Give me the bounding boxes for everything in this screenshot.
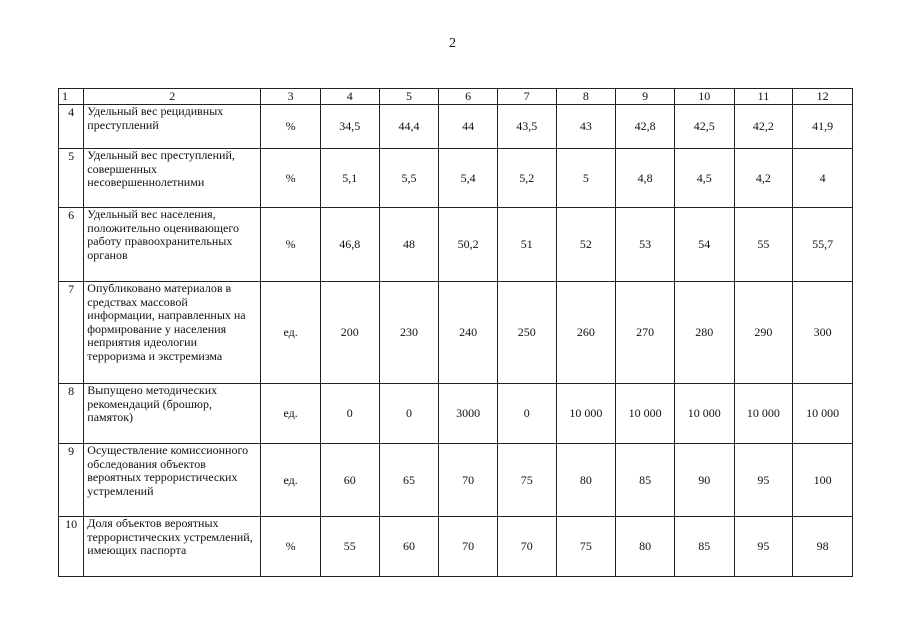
unit-cell: ед. — [261, 282, 321, 384]
value-cell: 55,7 — [793, 208, 853, 282]
value-cell: 250 — [497, 282, 556, 384]
row-number: 9 — [59, 444, 84, 517]
value-cell: 44 — [439, 105, 498, 149]
value-cell: 240 — [439, 282, 498, 384]
page-number: 2 — [449, 36, 456, 51]
value-cell: 80 — [616, 517, 675, 577]
value-cell: 5,4 — [439, 149, 498, 208]
header-cell-7: 7 — [497, 89, 556, 105]
value-cell: 5 — [556, 149, 616, 208]
value-cell: 75 — [556, 517, 616, 577]
value-cell: 5,2 — [497, 149, 556, 208]
header-cell-4: 4 — [320, 89, 379, 105]
unit-cell: ед. — [261, 384, 321, 444]
value-cell: 42,2 — [734, 105, 793, 149]
value-cell: 80 — [556, 444, 616, 517]
value-cell: 300 — [793, 282, 853, 384]
header-cell-3: 3 — [261, 89, 321, 105]
value-cell: 41,9 — [793, 105, 853, 149]
row-number: 6 — [59, 208, 84, 282]
header-cell-1: 1 — [59, 89, 84, 105]
indicator-name: Удельный вес преступлений, совершенных несовершеннолетними — [84, 149, 261, 208]
unit-cell: % — [261, 149, 321, 208]
value-cell: 52 — [556, 208, 616, 282]
header-row — [59, 89, 853, 105]
value-cell: 54 — [674, 208, 734, 282]
value-cell: 60 — [320, 444, 379, 517]
value-cell: 10 000 — [674, 384, 734, 444]
value-cell: 55 — [734, 208, 793, 282]
table-row — [59, 384, 853, 444]
row-number: 5 — [59, 149, 84, 208]
value-cell: 200 — [320, 282, 379, 384]
table-row — [59, 444, 853, 517]
header-cell-11: 11 — [734, 89, 793, 105]
header-cell-2: 2 — [84, 89, 261, 105]
value-cell: 34,5 — [320, 105, 379, 149]
value-cell: 100 — [793, 444, 853, 517]
row-number: 4 — [59, 105, 84, 149]
header-cell-9: 9 — [616, 89, 675, 105]
unit-cell: % — [261, 105, 321, 149]
value-cell: 70 — [439, 517, 498, 577]
value-cell: 90 — [674, 444, 734, 517]
table-row — [59, 517, 853, 577]
unit-cell: % — [261, 517, 321, 577]
value-cell: 260 — [556, 282, 616, 384]
value-cell: 75 — [497, 444, 556, 517]
value-cell: 5,1 — [320, 149, 379, 208]
value-cell: 4,2 — [734, 149, 793, 208]
value-cell: 4,8 — [616, 149, 675, 208]
value-cell: 85 — [616, 444, 675, 517]
value-cell: 42,8 — [616, 105, 675, 149]
unit-cell: % — [261, 208, 321, 282]
value-cell: 70 — [497, 517, 556, 577]
value-cell: 60 — [379, 517, 439, 577]
table-row — [59, 282, 853, 384]
value-cell: 55 — [320, 517, 379, 577]
value-cell: 85 — [674, 517, 734, 577]
table-row — [59, 208, 853, 282]
value-cell: 53 — [616, 208, 675, 282]
header-cell-8: 8 — [556, 89, 616, 105]
table-row — [59, 149, 853, 208]
value-cell: 98 — [793, 517, 853, 577]
value-cell: 0 — [497, 384, 556, 444]
value-cell: 43 — [556, 105, 616, 149]
value-cell: 0 — [320, 384, 379, 444]
value-cell: 5,5 — [379, 149, 439, 208]
indicator-name: Опубликовано материалов в средствах массовой информации, направленных на формирование у населения неприятия идеологии терроризма и экстремизма — [84, 282, 261, 384]
row-number: 10 — [59, 517, 84, 577]
value-cell: 65 — [379, 444, 439, 517]
unit-cell: ед. — [261, 444, 321, 517]
header-cell-5: 5 — [379, 89, 439, 105]
table-row — [59, 105, 853, 149]
value-cell: 10 000 — [556, 384, 616, 444]
value-cell: 46,8 — [320, 208, 379, 282]
value-cell: 230 — [379, 282, 439, 384]
value-cell: 4 — [793, 149, 853, 208]
value-cell: 48 — [379, 208, 439, 282]
row-number: 8 — [59, 384, 84, 444]
value-cell: 50,2 — [439, 208, 498, 282]
value-cell: 70 — [439, 444, 498, 517]
header-cell-12: 12 — [793, 89, 853, 105]
value-cell: 280 — [674, 282, 734, 384]
value-cell: 270 — [616, 282, 675, 384]
value-cell: 10 000 — [616, 384, 675, 444]
value-cell: 43,5 — [497, 105, 556, 149]
value-cell: 10 000 — [793, 384, 853, 444]
indicator-name: Удельный вес населения, положительно оценивающего работу правоохранительных органов — [84, 208, 261, 282]
value-cell: 44,4 — [379, 105, 439, 149]
value-cell: 4,5 — [674, 149, 734, 208]
value-cell: 3000 — [439, 384, 498, 444]
indicator-name: Выпущено методических рекомендаций (брошюр, памяток) — [84, 384, 261, 444]
value-cell: 10 000 — [734, 384, 793, 444]
value-cell: 290 — [734, 282, 793, 384]
value-cell: 42,5 — [674, 105, 734, 149]
value-cell: 95 — [734, 517, 793, 577]
indicator-name: Доля объектов вероятных террористических устремлений, имеющих паспорта — [84, 517, 261, 577]
indicator-name: Удельный вес рецидивных преступлений — [84, 105, 261, 149]
value-cell: 0 — [379, 384, 439, 444]
row-number: 7 — [59, 282, 84, 384]
indicator-name: Осуществление комиссионного обследования объектов вероятных террористических устремлений — [84, 444, 261, 517]
value-cell: 51 — [497, 208, 556, 282]
header-cell-10: 10 — [674, 89, 734, 105]
header-cell-6: 6 — [439, 89, 498, 105]
indicators-table — [58, 88, 853, 577]
value-cell: 95 — [734, 444, 793, 517]
